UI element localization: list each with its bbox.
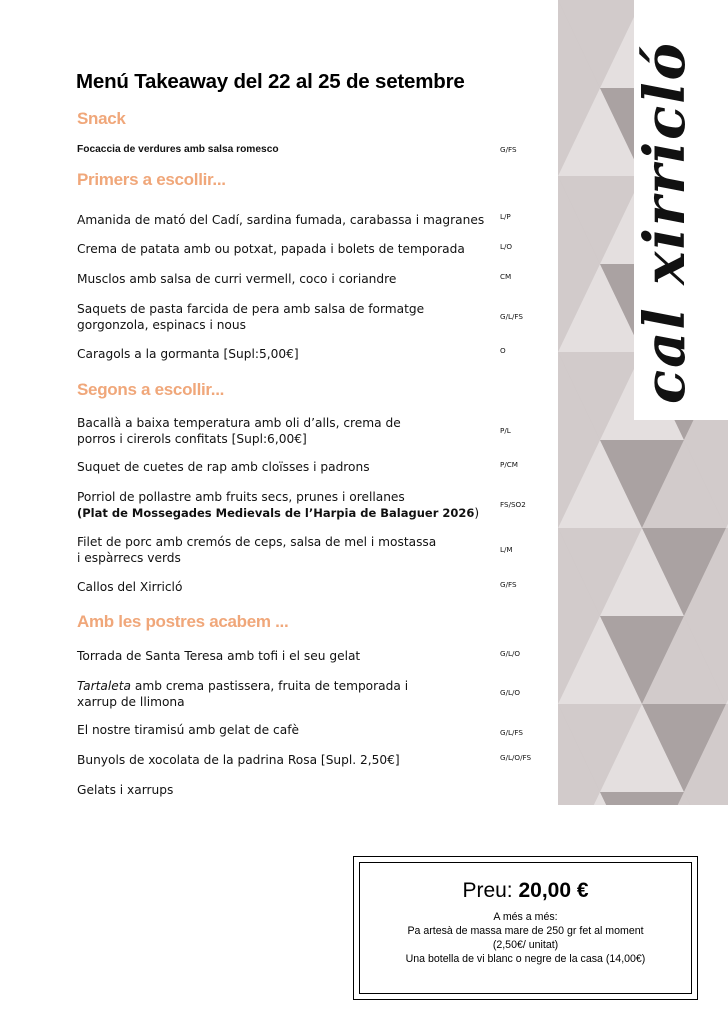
award-note: (Plat de Mossegades Medievals de l’Harpia de Balaguer 2026 — [77, 505, 475, 520]
menu-item — [77, 535, 436, 566]
extras-title: A més a més: — [493, 911, 558, 923]
menu-item: Caragols a la gormanta [Supl:5,00€] — [77, 347, 299, 361]
menu-item — [77, 679, 408, 710]
svg-text:cal xirricló: cal xirricló — [632, 41, 698, 404]
menu-item-line: porros i cirerols confitats [Supl:6,00€] — [77, 431, 307, 446]
decor-triangle — [558, 792, 600, 805]
allergen-code: L/O — [500, 242, 513, 251]
menu-item-line: Bacallà a baixa temperatura amb oli d’alls, crema de — [77, 416, 401, 430]
section-heading-postres: Amb les postres acabem ... — [77, 612, 289, 631]
allergen-code: CM — [500, 272, 512, 281]
price: Preu: 20,00 € — [462, 879, 589, 902]
price-value: 20,00 € — [518, 879, 589, 902]
menu-item: Amanida de mató del Cadí, sardina fumada, carabassa i magranes — [77, 213, 485, 227]
menu-item-line: Filet de porc amb cremós de ceps, salsa de mel i mostassa — [77, 535, 437, 549]
allergen-code: G/L/FS — [500, 728, 523, 737]
menu-item: Focaccia de verdures amb salsa romesco — [77, 144, 279, 155]
allergen-code: G/FS — [500, 145, 517, 154]
allergen-code: P/CM — [500, 460, 518, 469]
allergen-code: FS/SO2 — [500, 500, 526, 509]
menu-item: Suquet de cuetes de rap amb cloïsses i padrons — [77, 460, 370, 474]
allergen-code: G/L/O — [500, 688, 521, 697]
extras-line: Pa artesà de massa mare de 250 gr fet al moment — [407, 925, 644, 937]
allergen-code: O — [500, 346, 506, 355]
menu-item: Torrada de Santa Teresa amb tofi i el seu gelat — [77, 649, 361, 663]
allergen-code: G/L/O — [500, 649, 521, 658]
menu-item-line: (Plat de Mossegades Medievals de l’Harpia de Balaguer 2026) — [77, 505, 480, 520]
section-heading-segons: Segons a escollir... — [77, 380, 225, 399]
section-heading-snack: Snack — [77, 109, 126, 128]
price-box — [353, 856, 698, 1000]
logo — [632, 41, 698, 404]
allergen-code: G/FS — [500, 580, 517, 589]
menu-item-line: gorgonzola, espinacs i nous — [77, 317, 246, 332]
allergen-code: P/L — [500, 426, 511, 435]
menu-item-line: Saquets de pasta farcida de pera amb salsa de formatge — [77, 302, 425, 316]
menu-item — [77, 302, 424, 333]
decorative-triangle-pattern — [558, 0, 728, 805]
extras-line: Una botella de vi blanc o negre de la casa (14,00€) — [405, 953, 646, 965]
allergen-code: L/P — [500, 212, 511, 221]
section-heading-primers: Primers a escollir... — [77, 170, 226, 189]
extras-line: (2,50€/ unitat) — [492, 939, 559, 951]
menu-item — [77, 490, 479, 521]
page-title: Menú Takeaway del 22 al 25 de setembre — [76, 70, 465, 93]
menu-item: El nostre tiramisú amb gelat de cafè — [77, 723, 299, 737]
decor-triangle — [600, 792, 684, 805]
allergen-code: L/M — [500, 545, 513, 554]
menu-item: Gelats i xarrups — [77, 783, 174, 797]
menu-item-line: Tartaleta amb crema pastissera, fruita de temporada i — [77, 679, 409, 693]
menu-item-line: xarrup de llimona — [77, 694, 185, 709]
menu-item — [77, 416, 401, 447]
menu-item: Bunyols de xocolata de la padrina Rosa [Supl. 2,50€] — [77, 753, 400, 767]
decor-triangle — [684, 792, 728, 805]
menu-item: Callos del Xirricló — [77, 580, 183, 594]
allergen-code: G/L/O/FS — [500, 753, 532, 762]
menu-item-line: Porriol de pollastre amb fruits secs, prunes i orellanes — [77, 490, 405, 504]
menu-item-line: i espàrrecs verds — [77, 550, 181, 565]
menu-item: Musclos amb salsa de curri vermell, coco i coriandre — [77, 272, 397, 286]
menu-item: Crema de patata amb ou potxat, papada i bolets de temporada — [77, 242, 465, 256]
allergen-code: G/L/FS — [500, 312, 523, 321]
